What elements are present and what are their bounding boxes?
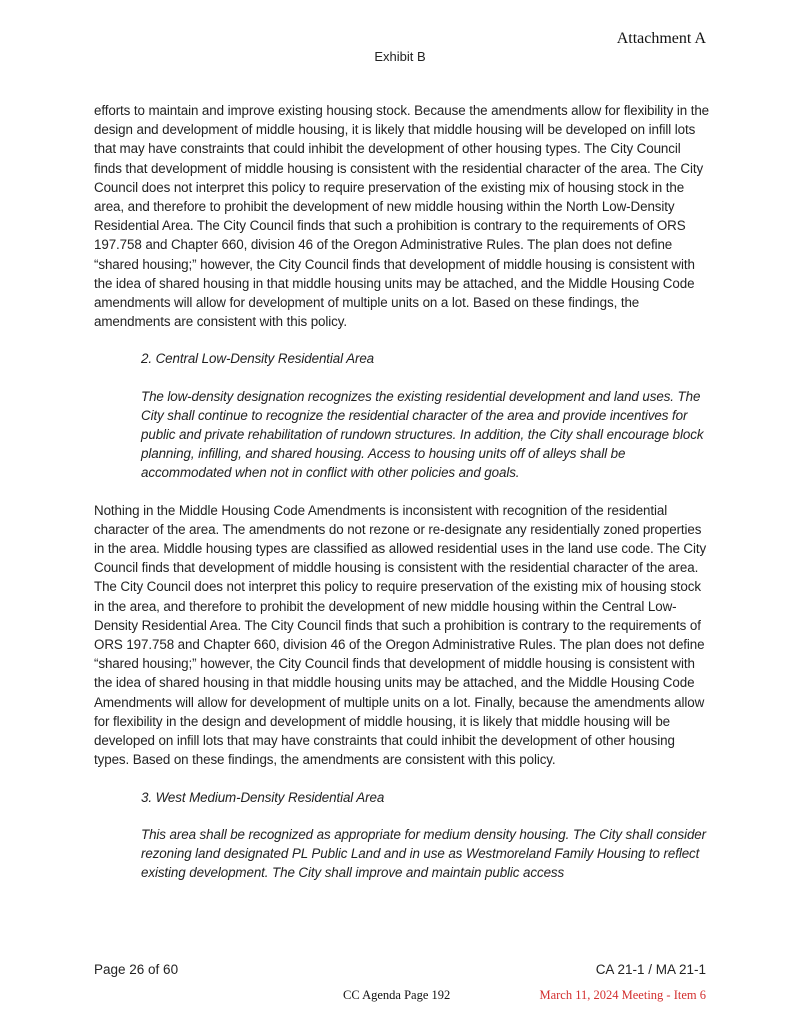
document-body: [94, 101, 710, 900]
policy-quote: This area shall be recognized as appropriate for medium density housing. The City shall consider rezoning land designated PL Public Land and in use as Westmoreland Family Housing to reflect existing development. The City shall improve and maintain public access: [141, 826, 707, 881]
policy-quote: The low-density designation recognizes the existing residential development and land uses. The City shall continue to recognize the residential character of the area and provide incentives for public and private rehabilitation of rundown structures. In addition, the City shall encourage block planning, infilling, and shared housing. Access to housing units off of alleys shall be accommodated when not in conflict with other policies and goals.: [141, 388, 704, 481]
exhibit-title: Exhibit B: [374, 49, 426, 64]
body-paragraph: Nothing in the Middle Housing Code Amendments is inconsistent with recognition of the residential character of the area. The amendments do not rezone or re-designate any residentially zoned properties in the area. Middle housing types are classified as allowed residential uses in the land use code. The City Council finds that development of middle housing is consistent with the residential character of the area. The City Council does not interpret this policy to require preservation of the existing mix of housing stock in the area, and therefore to prohibit the development of new middle housing within the Central Low-Density Residential Area. The City Council finds that such a prohibition is contrary to the requirements of ORS 197.758 and Chapter 660, division 46 of the Oregon Administrative Rules. The plan does not define “shared housing;” however, the City Council finds that development of middle housing is consistent with the idea of shared housing in that middle housing units may be attached, and the Middle Housing Code Amendments will allow for development of multiple units on a lot. Finally, because the amendments allow for flexibility in the design and development of middle housing, it is likely that middle housing will be developed on infill lots that may have constraints that could inhibit the development of other housing types. Based on these findings, the amendments are consistent with this policy.: [94, 502, 707, 768]
attachment-label: Attachment A: [616, 30, 706, 47]
agenda-page-label: CC Agenda Page 192: [343, 988, 451, 1002]
body-paragraph: efforts to maintain and improve existing housing stock. Because the amendments allow for flexibility in the design and development of middle housing, it is likely that middle housing will be developed on infill lots that may have constraints that could inhibit the development of other housing types. The City Council finds that development of middle housing is consistent with the residential character of the area. The City Council does not interpret this policy to require preservation of the existing mix of housing stock in the area, and therefore to prohibit the development of new middle housing within the North Low-Density Residential Area. The City Council finds that such a prohibition is contrary to the requirements of ORS 197.758 and Chapter 660, division 46 of the Oregon Administrative Rules. The plan does not define “shared housing;” however, the City Council finds that development of middle housing is consistent with the idea of shared housing in that middle housing units may be attached, and the Middle Housing Code amendments will allow for development of multiple units on a lot. Based on these findings, the amendments are consistent with this policy.: [94, 103, 710, 330]
case-number: CA 21-1 / MA 21-1: [595, 962, 706, 977]
page-number: Page 26 of 60: [94, 962, 179, 977]
policy-heading: 2. Central Low-Density Residential Area: [141, 351, 375, 367]
policy-heading: 3. West Medium-Density Residential Area: [141, 789, 385, 805]
meeting-label: March 11, 2024 Meeting - Item 6: [539, 988, 706, 1002]
